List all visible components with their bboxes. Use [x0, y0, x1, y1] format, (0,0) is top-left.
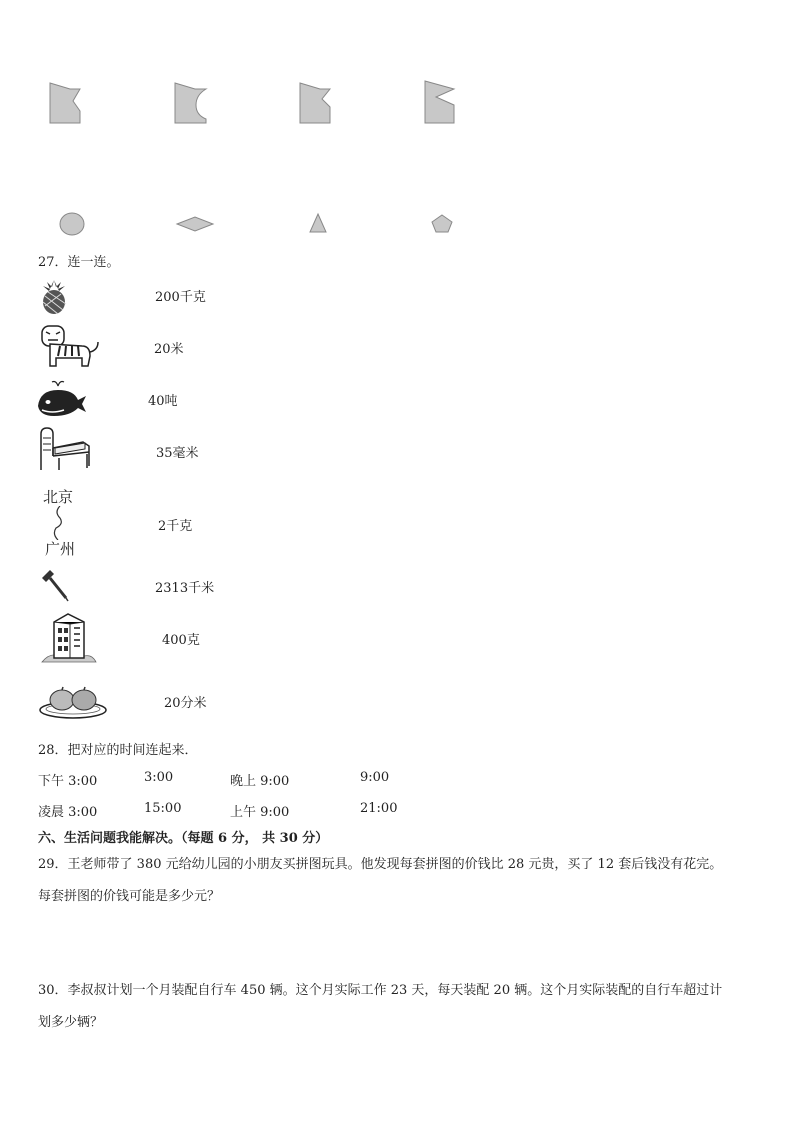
section-6-heading: 六、生活问题我能解决。（每题 6 分， 共 30 分）: [38, 831, 329, 846]
q30-line-1: 30．李叔叔计划一个月装配自行车 450 辆。这个月实际工作 23 天，每天装配 20 辆。这个月实际装配的自行车超过计: [38, 983, 723, 998]
length-label-1: 20米: [154, 342, 184, 357]
basic-shapes-row: [50, 210, 470, 238]
nail-icon: [38, 568, 70, 602]
time-evening-9: 晚上 9:00: [230, 774, 290, 789]
weight-label-3: 2千克: [158, 519, 193, 534]
cut-shapes-row: [40, 75, 480, 130]
length-label-4: 20分米: [164, 696, 207, 711]
circle-shape: [60, 213, 84, 235]
cut-shape-2: [175, 83, 206, 123]
pineapple-icon: [38, 278, 70, 316]
weight-label-2: 40吨: [148, 394, 178, 409]
q27-title: 27．连一连。: [38, 255, 120, 270]
map-route-icon: [40, 486, 100, 558]
q30-line-2: 划多少辆？: [38, 1015, 104, 1030]
time-morning-9: 上午 9:00: [230, 805, 290, 820]
bed-icon: [37, 426, 93, 472]
time-pm-3: 下午 3:00: [38, 774, 98, 789]
q29-line-1: 29．王老师带了 380 元给幼儿园的小朋友买拼图玩具。他发现每套拼图的价钱比 28 元贵，买了 12 套后钱没有花完。: [38, 857, 723, 872]
q29-line-2: 每套拼图的价钱可能是多少元？: [38, 889, 221, 904]
weight-label-4: 400克: [162, 633, 200, 648]
cut-shape-3: [300, 83, 330, 123]
diamond-shape: [177, 217, 213, 231]
building-icon: [40, 610, 98, 664]
whale-icon: [36, 378, 88, 418]
length-label-2: 35毫米: [156, 446, 199, 461]
time-9-00: 9:00: [360, 770, 390, 785]
city-beijing: 北京: [43, 488, 74, 506]
fruit-plate-icon: [38, 680, 108, 720]
cut-shape-4: [425, 81, 454, 123]
time-early-3: 凌晨 3:00: [38, 805, 98, 820]
weight-label-1: 200千克: [155, 290, 206, 305]
time-3-00: 3:00: [144, 770, 174, 785]
time-15-00: 15:00: [144, 801, 182, 816]
time-21-00: 21:00: [360, 801, 398, 816]
cut-shape-1: [50, 83, 80, 123]
route-line: [48, 506, 68, 540]
city-guangzhou: 广州: [45, 540, 76, 558]
pentagon-shape: [432, 215, 452, 232]
length-label-3: 2313千米: [155, 581, 215, 596]
q28-title: 28．把对应的时间连起来．: [38, 743, 198, 758]
triangle-shape: [310, 214, 326, 232]
tiger-icon: [36, 322, 102, 372]
